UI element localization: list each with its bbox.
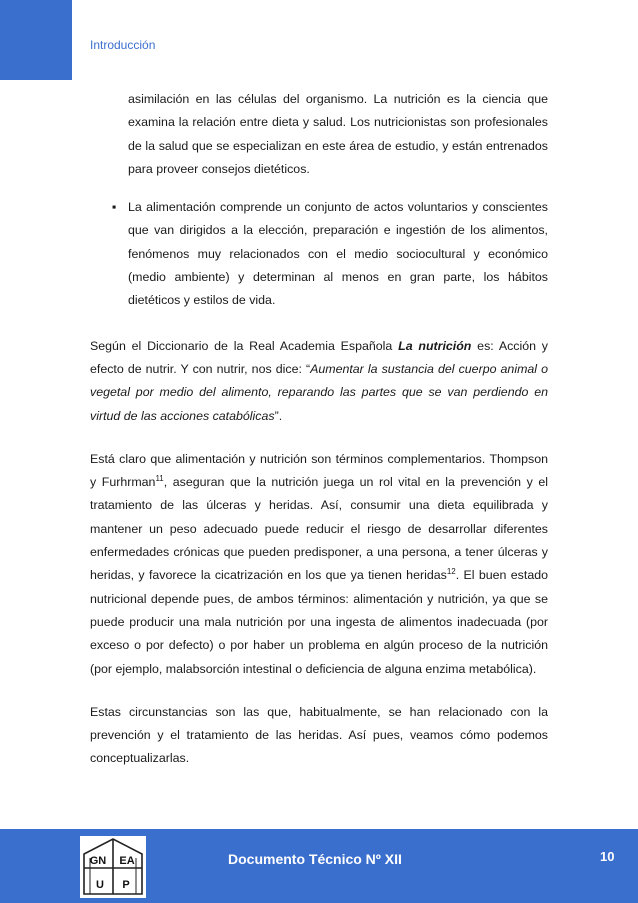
bullet-text: La alimentación comprende un conjunto de actos voluntarios y conscientes que van dirigidos a la elección, preparación e ingestión de los alimentos, fenómenos muy relacionados con el medio sociocultural y económico (medio ambiente) y determinan al menos en gran parte, los hábitos dietéticos y estilos de vida. — [128, 200, 548, 308]
quoted-definition: Aumentar la sustancia del cuerpo animal o vegetal por medio del alimento, reparando las partes que se van perdiendo en virtud de las acciones catabólicas — [90, 361, 548, 423]
document-title: Documento Técnico Nº XII — [228, 851, 402, 867]
bullet-list-item — [90, 196, 548, 312]
defined-term: La nutrición — [398, 338, 472, 353]
square-bullet-icon: ▪ — [112, 200, 117, 215]
paragraph-continuation: asimilación en las células del organismo. La nutrición es la ciencia que examina la relación entre dieta y salud. Los nutricionistas son profesionales de la salud que se especializan en este área de estudio, y están entrenados para proveer consejos dietéticos. — [128, 92, 548, 176]
svg-text:EA: EA — [119, 855, 135, 867]
paragraph-definition: Según el Diccionario de la Real Academia Española La nutrición es: Acción y efecto de nutrir. Y con nutrir, nos dice: “Aumentar la sustancia del cuerpo animal o vegetal por medio del alimento, reparando las partes que se van perdiendo en virtud de las acciones catabólicas”. — [90, 338, 549, 423]
svg-text:P: P — [122, 879, 130, 891]
paragraph-conclusion: Estas circunstancias son las que, habitualmente, se han relacionado con la prevención y el tratamiento de las heridas. Así pues, veamos cómo podemos conceptualizarlas. — [90, 704, 548, 766]
footnote-ref-11: 11 — [155, 474, 164, 484]
page-number: 10 — [600, 849, 615, 864]
header-side-bar — [0, 0, 72, 80]
svg-text:GN: GN — [89, 855, 107, 867]
svg-text:U: U — [96, 879, 104, 891]
document-body — [90, 88, 548, 771]
section-title: Introducción — [90, 38, 156, 52]
footer-bar — [0, 829, 638, 903]
gneaupp-logo-icon — [80, 836, 146, 898]
footnote-ref-12: 12 — [446, 567, 456, 577]
paragraph-complementary: Está claro que alimentación y nutrición son términos complementarios. Thompson y Furhrman$^{11}$, aseguran que la nutrición juega un rol vital en la prevención y el tratamiento de las úlceras y heridas. Así, consumir una dieta equilibrada y mantener un peso adecuado puede reducir el riesgo de desarrollar diferentes enfermedades crónicas que pueden predisponer, a una persona, a tener úlceras y heridas, y favorece la cicatrización en los que ya tienen heridas$^{12}$. El buen estado nutricional depende pues, de ambos términos: alimentación y nutrición, ya que se puede producir una mala nutrición por una ingesta de alimentos inadecuada (por exceso o por defecto) o por haber un problema en algún proceso de la nutrición (por ejemplo, malabsorción intestinal o deficiencia de alguna enzima metabólica). — [90, 451, 548, 676]
